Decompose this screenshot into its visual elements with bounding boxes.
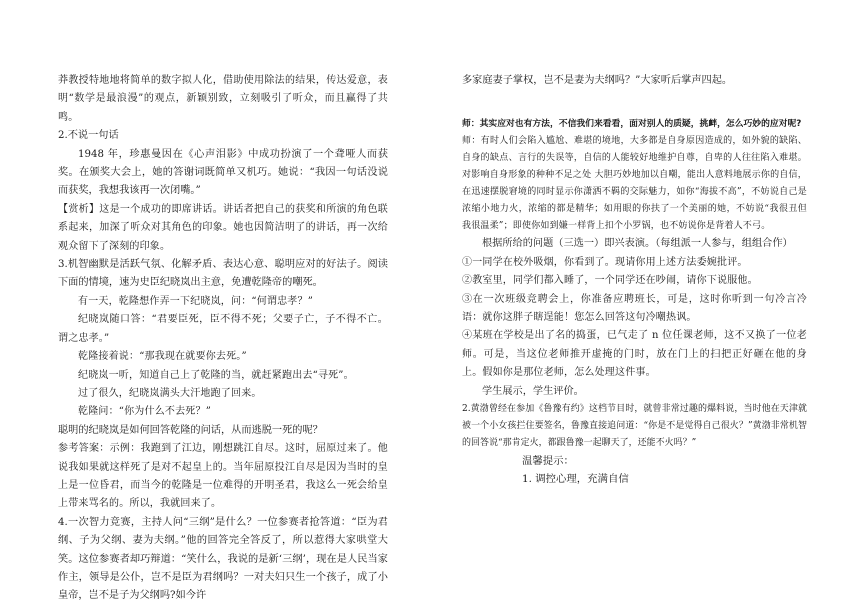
reference-answer: 参考答案：示例：我跑到了江边，刚想跳江自尽。这时，屈原过来了。他说我如果就这样死了是对不起皇上的。当年屈原投江自尽是因为当时的皇上是一位昏君，而当今的乾隆是一位难得的开明圣君，我这么一死会给皇上带来骂名的。所以，我就回来了。 <box>58 443 388 510</box>
activity-option: ①一同学在校外吸烟，你看到了。现请你用上述方法委婉批评。 <box>462 256 748 268</box>
section-heading: 3.机智幽默是活跃气氛、化解矛盾、表达心意、聪明应对的好法子。阅读下面的情境，速为史臣纪晓岚出主意，免遭乾隆帝的嘲死。 <box>58 259 388 289</box>
teacher-question: 师：其实应对也有方法，不信我们来看看，面对别人的质疑，挑衅，怎么巧妙的应对呢? <box>462 119 802 130</box>
analysis-paragraph: 【赏析】这是一个成功的即席讲话。讲话者把自己的获奖和所演的角色联系起来，加深了听众对其角色的印象。她也因简洁明了的讲话，再一次给观众留下了深刻的印象。 <box>58 203 388 252</box>
right-column <box>462 72 807 488</box>
paragraph: 学生展示，学生评价。 <box>482 385 584 397</box>
activity-option: ③在一次班级竞聘会上，你准备应聘班长，可是，这时你听到一句冷言冷语：就你这胖子瞎逞能！您怎么回答这句冷嘲热讽。 <box>462 293 807 324</box>
spacer <box>462 90 807 108</box>
paragraph: 多家庭妻子掌权，岂不是妻为夫纲吗？”大家听后掌声四起。 <box>462 75 733 86</box>
story-line: 纪晓岚一听，知道自己上了乾隆的当，就赶紧跑出去“寻死”。 <box>78 369 354 381</box>
story-line: 过了很久，纪晓岚满头大汗地跑了回来。 <box>78 387 262 399</box>
question-line: 聪明的纪晓岚是如何回答乾隆的问话，从而逃脱一死的呢？ <box>58 424 323 436</box>
activity-option: ②教室里，同学们都入睡了，一个同学还在吵闹，请你下说服他。 <box>462 275 758 287</box>
spacer <box>462 108 807 116</box>
tips-heading: 温馨提示： <box>522 455 574 468</box>
paragraph: 2.黄渤曾经在参加《鲁豫有约》这档节目时，就曾非常过趣的爆料说，当时他在天津就被一个小女孩拦住要签名，鲁豫直接追问道：“你是不是觉得自己很火？”黄渤非常机智的回答说“那肯定火，都跟鲁豫一起聊天了，还能不火吗？” <box>462 404 807 449</box>
tip-item: 1. 调控心理，充满自信 <box>522 473 629 486</box>
story-line: 有一天，乾隆想作弄一下纪晓岚，问：“何谓忠孝？” <box>78 295 314 307</box>
section-heading: 4.一次智力竞赛，主持人问“三纲”是什么？一位参赛者抢答道：“臣为君纲、子为父纲、妻为夫纲。”他的回答完全答反了，所以惹得大家哄堂大笑。这位参赛者却巧辩道：“笑什么，我说的是新‘三纲’，现在是人民当家作主，领导是公仆，岂不是臣为君纲吗？一对夫妇只生一个孩子，成了小皇帝，岂不是子为父纲吗?如今许 <box>58 516 388 602</box>
teacher-explanation: 师：有时人们会陷入尴尬、难堪的境地，大多都是自身原因造成的，如外貌的缺陷、自身的缺点、言行的失误等，自信的人能较好地维护自尊，自卑的人往往陷入难堪。对影响自身形象的种种不足之处 大胆巧妙地加以自嘲，能出人意料地展示你的自信，在迅速摆脱窘境的同时显示你潇洒不羁的交际魅力，如你“海拔不高”，不妨说自己是浓缩小地力火，浓缩的都是精华；如用眼的你扶了一个美丽的她，不妨说“我很丑但我很温柔”；即使你如到嫌一样背上扣个小罗锅，也不妨说你是背着人不弓。 <box>462 136 807 232</box>
activity-option: ④某班在学校是出了名的捣蛋，已气走了 n 位任课老师，这不又换了一位老师。可是，当这位老师推开虚掩的门时，放在门上的扫把正好砸在他的身上。假如你是那位老师，怎么处理这件事。 <box>462 330 807 379</box>
paragraph: 1948 年，珍惠曼因在《心声泪影》中成功扮演了一个聋哑人而获奖。在颁奖大会上，她的答谢词既简单又机巧。她说：“我因一句话没说而获奖，我想我该再一次闭嘴。” <box>58 148 388 197</box>
activity-instruction: 根据所给的问题（三选一）即兴表演。（每组派一人参与，组组合作） <box>482 238 793 250</box>
story-line: 乾隆问：“你为什么不去死？” <box>78 406 212 418</box>
story-line: 纪晓岚随口答：“君要臣死，臣不得不死；父要子亡，子不得不亡。谓之忠孝。” <box>58 314 388 344</box>
story-line: 乾隆接着说：“那我现在就要你去死。” <box>78 351 247 363</box>
paragraph: 莽教授特地地将简单的数字拟人化，借助使用除法的结果，传达爱意，表明“数学是最浪漫”的观点，新颖别致，立刻吸引了听众，而且赢得了共鸣。 <box>58 75 388 123</box>
section-heading: 2.不说一句话 <box>58 130 119 142</box>
left-column <box>58 72 388 606</box>
